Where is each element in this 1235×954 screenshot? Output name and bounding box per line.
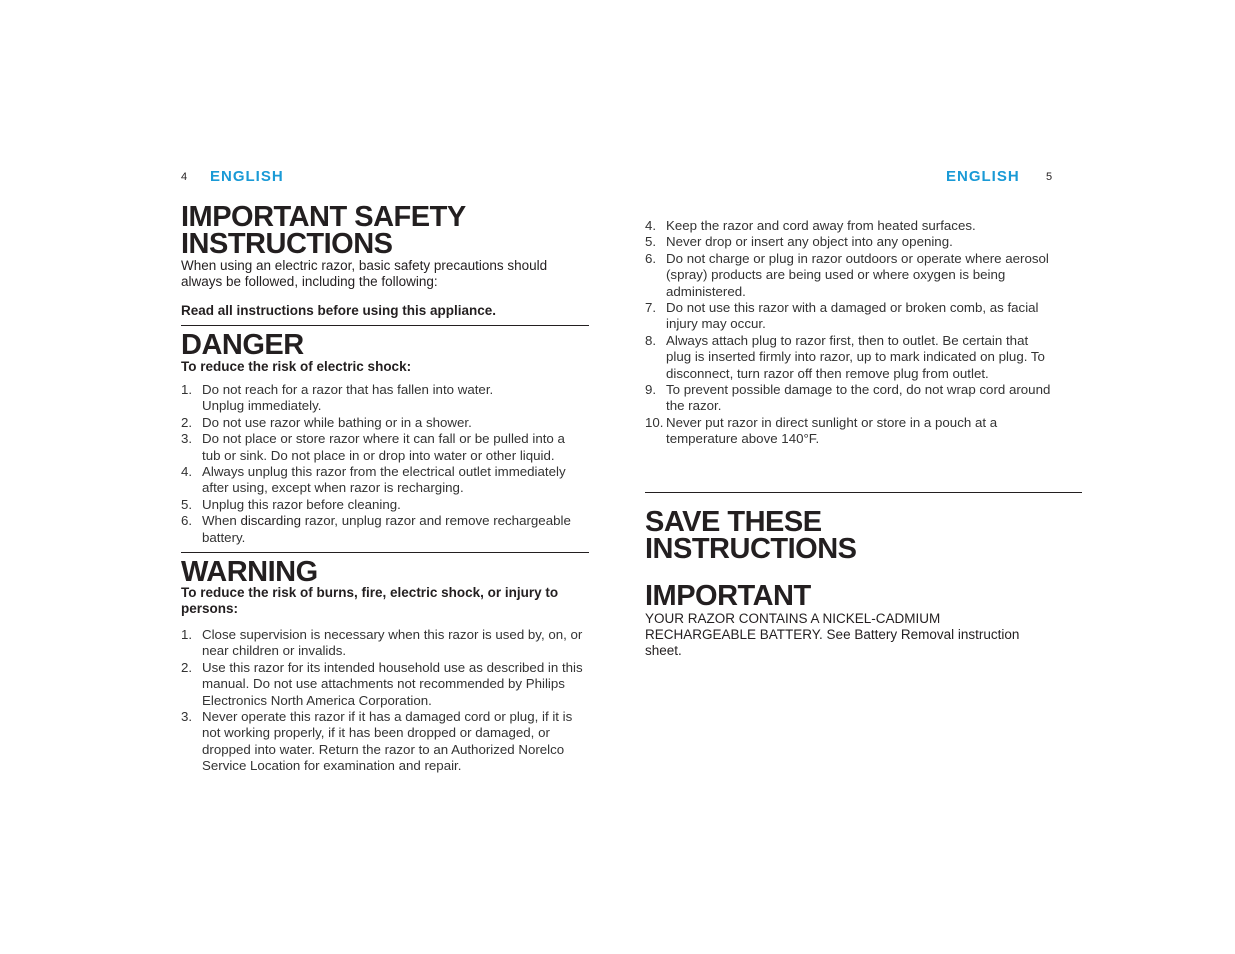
item-number: 4. (645, 218, 657, 233)
page-number-right: 5 (1046, 171, 1053, 183)
save-heading (645, 506, 1065, 565)
item-number: 6. (645, 250, 657, 266)
item-number: 5. (645, 234, 657, 250)
warning-list (181, 627, 586, 775)
danger-subheading: To reduce the risk of electric shock: (181, 359, 412, 374)
section-header-left: ENGLISH (210, 168, 284, 185)
list-item (181, 513, 586, 546)
list-item (181, 431, 586, 464)
page-title-line2: INSTRUCTIONS (181, 228, 393, 260)
list-item (181, 497, 586, 513)
item-number: 1. (181, 627, 193, 642)
item-number: 6. (181, 513, 193, 529)
list-item (181, 464, 586, 497)
intro-text: When using an electric razor, basic safety precautions should always be followed, including the following: (181, 258, 548, 289)
item-text: Keep the razor and cord away from heated surfaces. (666, 218, 976, 233)
warning-list-continued (645, 218, 1053, 448)
item-number: 1. (181, 382, 193, 397)
list-item (645, 300, 1053, 333)
item-number: 5. (181, 496, 193, 512)
divider (181, 552, 589, 553)
divider (645, 492, 1082, 493)
item-text: Never drop or insert any object into any opening. (666, 234, 953, 250)
item-number: 8. (645, 332, 657, 348)
item-number: 2. (181, 659, 193, 675)
item-number: 10. (645, 414, 664, 430)
item-text: Close supervision is necessary when this razor is used by, on, or near children or invalids. (202, 627, 583, 659)
item-text: To prevent possible damage to the cord, do not wrap cord around the razor. (666, 382, 1051, 414)
item-text: Do not use razor while bathing or in a shower. (202, 414, 472, 430)
item-text: Do not charge or plug in razor outdoors or operate where aerosol (spray) products are being used or where oxygen is being administered. (666, 250, 1049, 299)
warning-heading: WARNING (181, 556, 318, 588)
item-text: Unplug this razor before cleaning. (202, 496, 401, 512)
divider (181, 325, 589, 326)
danger-list (181, 382, 586, 546)
save-heading-line1: SAVE THESE (645, 506, 822, 538)
list-item (645, 218, 1053, 234)
list-item (181, 382, 586, 415)
item-number: 3. (181, 709, 193, 725)
item-text: Use this razor for its intended household use as described in this manual. Do not use attachments not recommended by Philips Electronics North America Corporation. (202, 659, 583, 708)
important-heading: IMPORTANT (645, 580, 811, 612)
list-item (645, 234, 1053, 250)
list-item (181, 709, 586, 775)
list-item (645, 382, 1053, 415)
page-title (181, 201, 601, 260)
item-text: Always unplug this razor from the electrical outlet immediately after using, except when razor is recharging. (202, 464, 566, 496)
item-text: When (202, 513, 241, 529)
page-number-left: 4 (181, 171, 188, 183)
item-emphasis: discarding (240, 513, 302, 529)
item-text: Never put razor in direct sunlight or store in a pouch at a temperature above 140°F. (666, 414, 998, 447)
list-item (645, 251, 1053, 300)
section-header-right: ENGLISH (946, 168, 1020, 185)
danger-heading: DANGER (181, 329, 304, 361)
item-text: razor, unplug razor and remove rechargeable battery. (202, 513, 571, 545)
item-text: Unplug immediately. (202, 398, 322, 414)
item-number: 7. (645, 300, 657, 316)
item-number: 2. (181, 414, 193, 430)
list-item (645, 415, 1053, 448)
item-number: 4. (181, 464, 193, 480)
list-item (645, 333, 1053, 382)
list-item (181, 627, 586, 660)
list-item (181, 660, 586, 709)
item-text: Do not reach for a razor that has fallen into water. (202, 382, 494, 397)
read-all-notice: Read all instructions before using this appliance. (181, 303, 497, 318)
item-number: 9. (645, 382, 657, 398)
item-text: Do not use this razor with a damaged or broken comb, as facial injury may occur. (666, 300, 1039, 332)
warning-subheading: To reduce the risk of burns, fire, electric shock, or injury to persons: (181, 585, 559, 616)
save-heading-line2: INSTRUCTIONS (645, 533, 857, 565)
item-text: Always attach plug to razor first, then to outlet. Be certain that plug is inserted firmly into razor, up to mark indicated on plug. To disconnect, turn razor off then remove plug from outlet. (666, 332, 1045, 381)
item-text: Never operate this razor if it has a damaged cord or plug, if it is not working properly, if it has been dropped or damaged, or dropped into water. Return the razor to an Authorized Norelco Service Location for examination and repair. (202, 709, 573, 774)
page-title-line1: IMPORTANT SAFETY (181, 201, 466, 233)
important-text: YOUR RAZOR CONTAINS A NICKEL-CADMIUM RECHARGEABLE BATTERY. See Battery Removal instruction sheet. (645, 611, 1020, 658)
item-text: Do not place or store razor where it can fall or be pulled into a tub or sink. Do not place in or drop into water or other liquid. (202, 431, 565, 463)
list-item (181, 415, 586, 431)
item-number: 3. (181, 431, 193, 447)
